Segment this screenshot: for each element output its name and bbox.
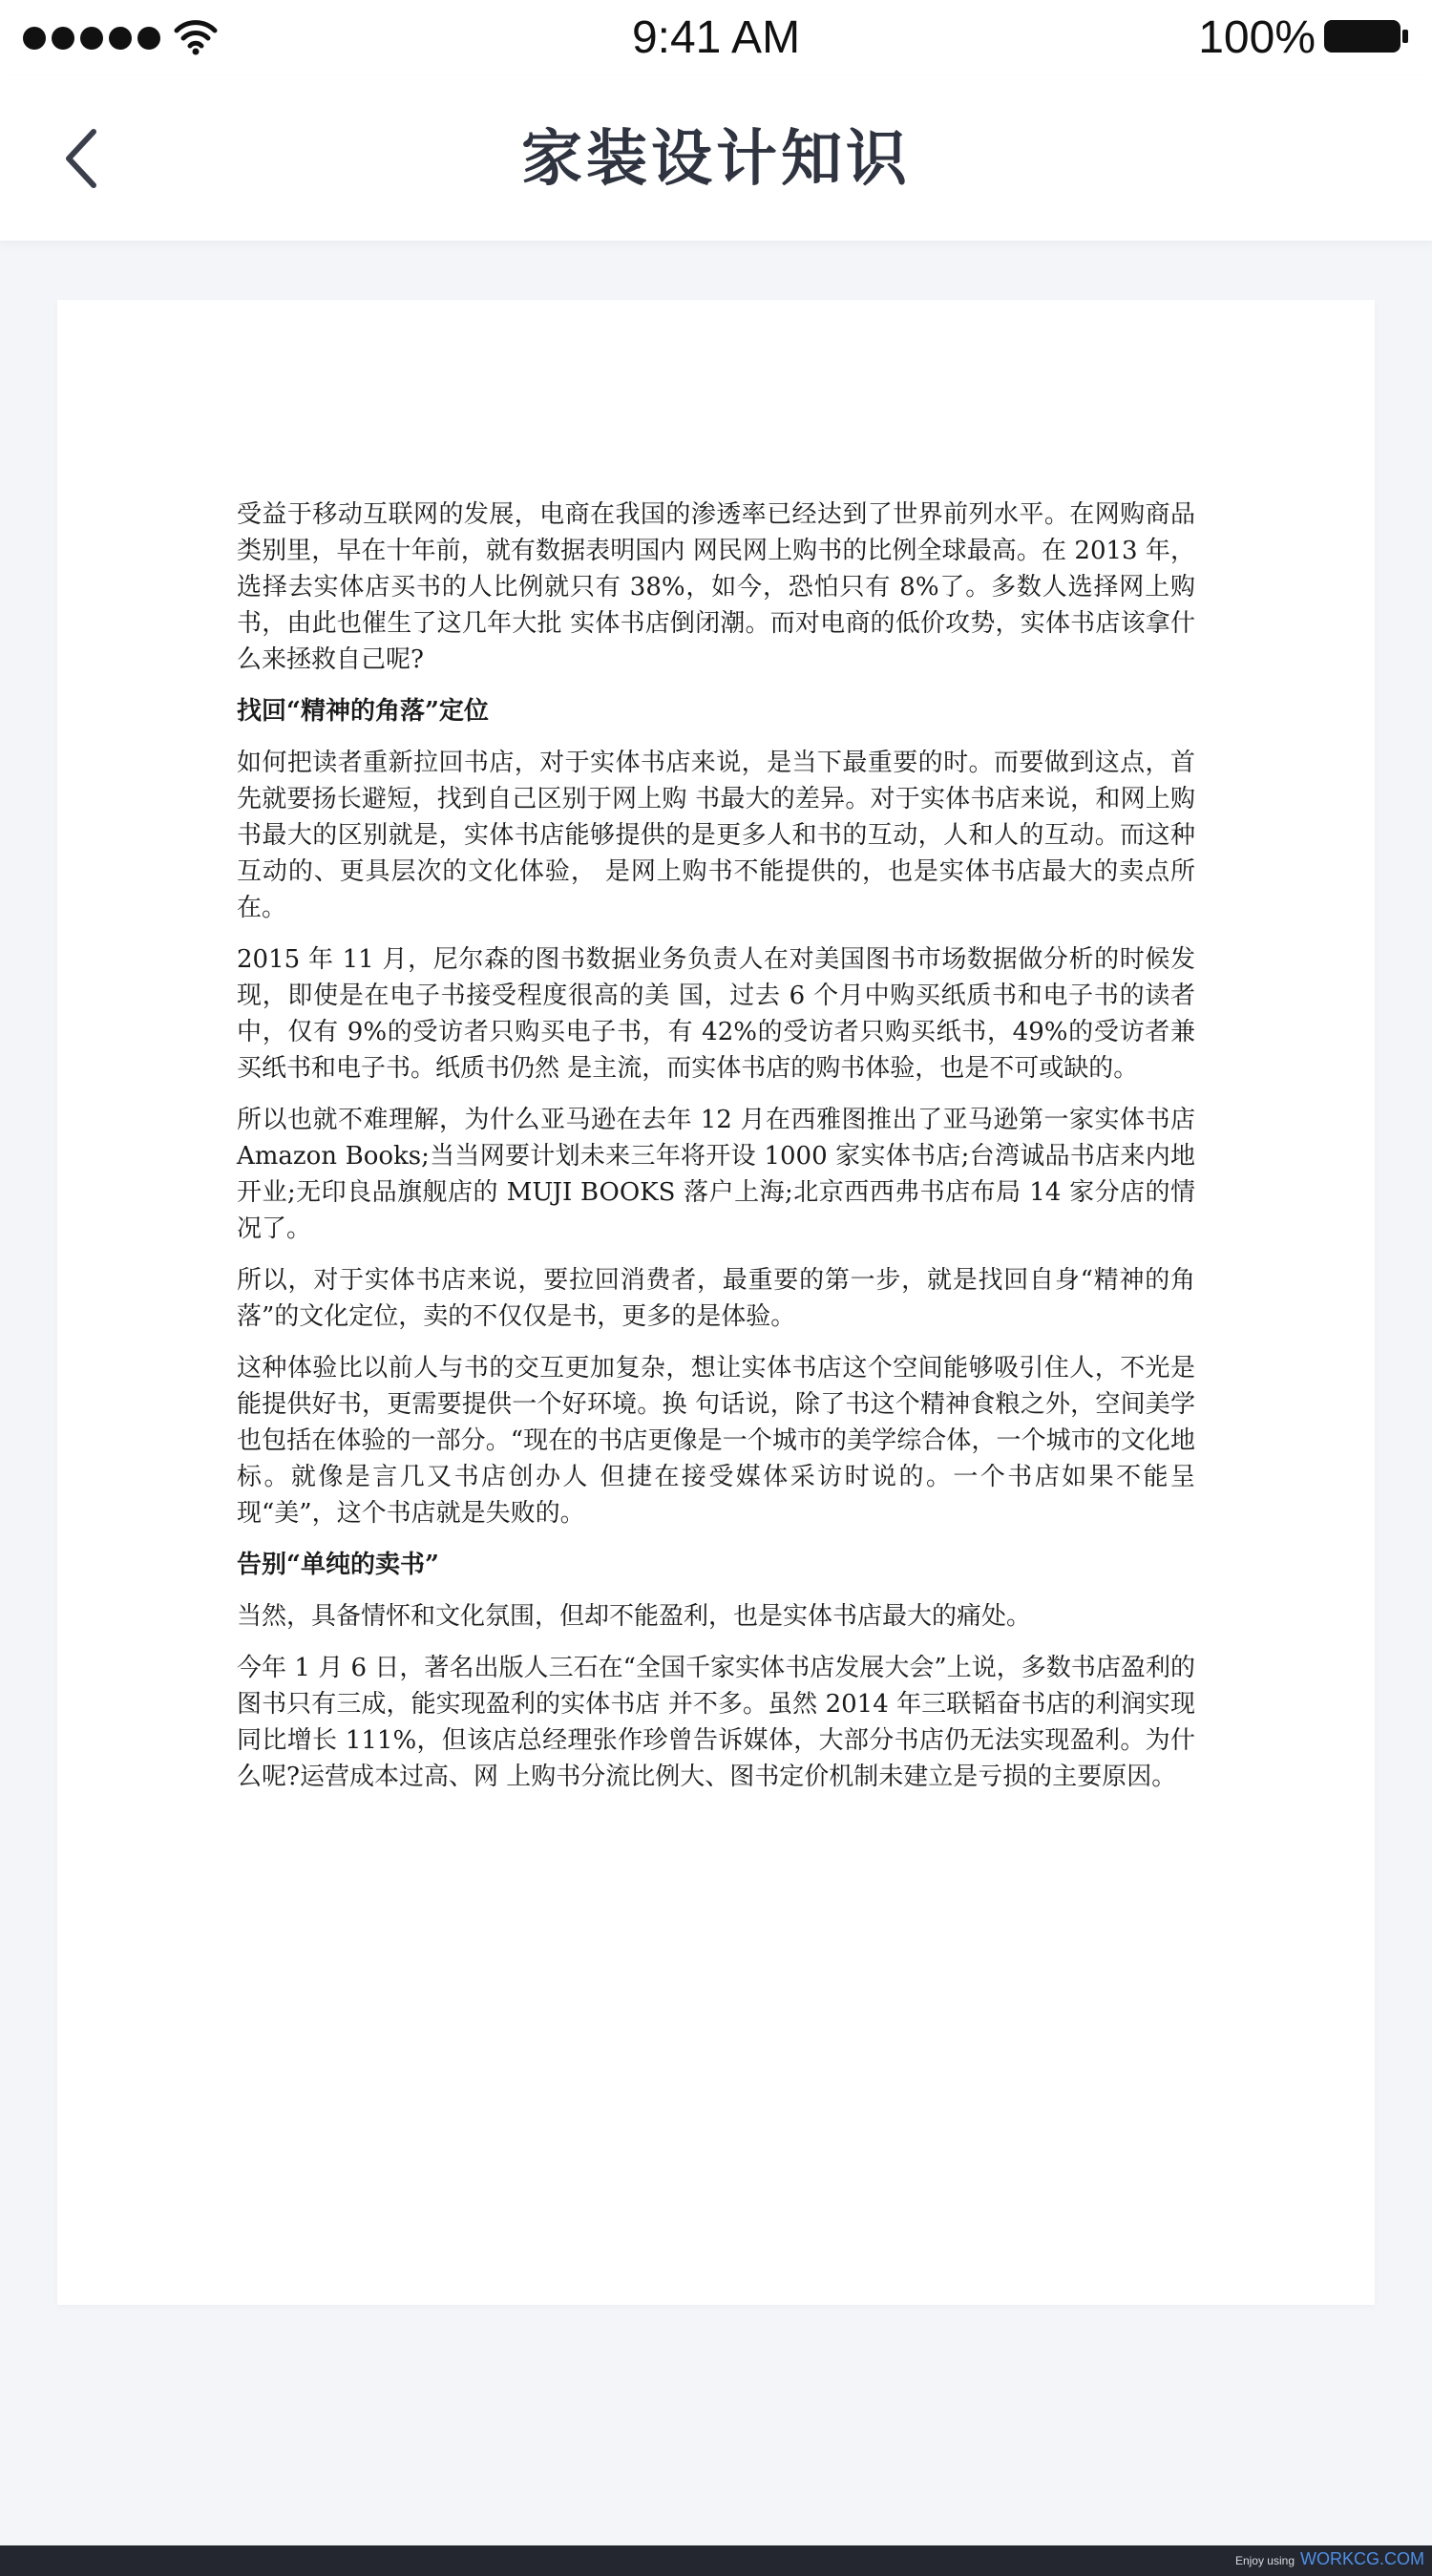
battery-percent: 100% bbox=[1198, 12, 1316, 63]
nav-bar bbox=[0, 76, 1432, 241]
wifi-icon bbox=[174, 17, 218, 55]
article-paragraph: 受益于移动互联网的发展，电商在我国的渗透率已经达到了世界前列水平。在网购商品类别里，早在十年前，就有数据表明国内 网民网上购书的比例全球最高。在 2013 年，选择去实体店买书的人比例就只有 38%，如今，恐怕只有 8%了。多数人选择网上购书，由此也催生了这几年大批 实体书店倒闭潮。而对电商的低价攻势，实体书店该拿什么来拯救自己呢? bbox=[237, 500, 1195, 674]
signal-dot bbox=[137, 27, 160, 50]
watermark-brand: WORKCG.COM bbox=[1300, 2549, 1424, 2568]
bottom-strip bbox=[0, 2545, 1432, 2576]
article-body bbox=[237, 496, 1195, 1810]
signal-dot bbox=[23, 27, 46, 50]
article-paragraph: 这种体验比以前人与书的交互更加复杂，想让实体书店这个空间能够吸引住人，不光是能提供好书，更需要提供一个好环境。换 句话说，除了书这个精神食粮之外，空间美学也包括在体验的一部分。“现在的书店更像是一个城市的美学综合体，一个城市的文化地标。就像是言几又书店创办人 但捷在接受媒体采访时说的。一个书店如果不能呈现“美”，这个书店就是失败的。 bbox=[237, 1354, 1195, 1528]
status-bar bbox=[0, 0, 1432, 76]
signal-dot bbox=[109, 27, 132, 50]
article-heading: 找回“精神的角落”定位 bbox=[237, 697, 489, 726]
article-heading: 告别“单纯的卖书” bbox=[237, 1551, 439, 1579]
status-time: 9:41 AM bbox=[631, 12, 801, 63]
signal-dot bbox=[80, 27, 103, 50]
watermark-prefix: Enjoy using bbox=[1234, 2554, 1295, 2567]
article-paragraph: 如何把读者重新拉回书店，对于实体书店来说，是当下最重要的时。而要做到这点，首先就要扬长避短，找到自己区别于网上购 书最大的差异。对于实体书店来说，和网上购书最大的区别就是，实体书店能够提供的是更多人和书的互动，人和人的互动。而这种互动的、更具层次的文化体验， 是网上购书不能提供的，也是实体书店最大的卖点所在。 bbox=[237, 749, 1195, 922]
battery-icon bbox=[1323, 19, 1409, 53]
article-paragraph: 2015 年 11 月，尼尔森的图书数据业务负责人在对美国图书市场数据做分析的时候发现，即使是在电子书接受程度很高的美 国，过去 6 个月中购买纸质书和电子书的读者中，仅有 9%的受访者只购买电子书，有 42%的受访者只购买纸书，49%的受访者兼买纸书和电子书。纸质书仍然 是主流，而实体书店的购书体验，也是不可或缺的。 bbox=[237, 945, 1195, 1083]
article-paragraph: 所以也就不难理解，为什么亚马逊在去年 12 月在西雅图推出了亚马逊第一家实体书店 Amazon Books;当当网要计划未来三年将开设 1000 家实体书店;台湾诚品书店来内地开业;无印良品旗舰店的 MUJI BOOKS 落户上海;北京西西弗书店布局 14 家分店的情况了。 bbox=[237, 1106, 1195, 1243]
article-paragraph: 今年 1 月 6 日，著名出版人三石在“全国千家实体书店发展大会”上说，多数书店盈利的图书只有三成，能实现盈利的实体书店 并不多。虽然 2014 年三联韬奋书店的利润实现同比增长 111%，但该店总经理张作珍曾告诉媒体，大部分书店仍无法实现盈利。为什么呢?运营成本过高、网 上购书分流比例大、图书定价机制未建立是亏损的主要原因。 bbox=[237, 1654, 1195, 1791]
document-card bbox=[57, 300, 1375, 2305]
signal-dot bbox=[52, 27, 74, 50]
article-paragraph: 当然，具备情怀和文化氛围，但却不能盈利，也是实体书店最大的痛处。 bbox=[237, 1602, 1032, 1631]
page-title: 家装设计知识 bbox=[521, 124, 911, 193]
watermark bbox=[1235, 2547, 1424, 2572]
back-button[interactable] bbox=[42, 111, 118, 206]
chevron-left-icon bbox=[61, 128, 99, 189]
signal-dots-icon bbox=[23, 25, 160, 52]
article-paragraph: 所以，对于实体书店来说，要拉回消费者，最重要的第一步，就是找回自身“精神的角落”的文化定位，卖的不仅仅是书，更多的是体验。 bbox=[237, 1266, 1195, 1331]
